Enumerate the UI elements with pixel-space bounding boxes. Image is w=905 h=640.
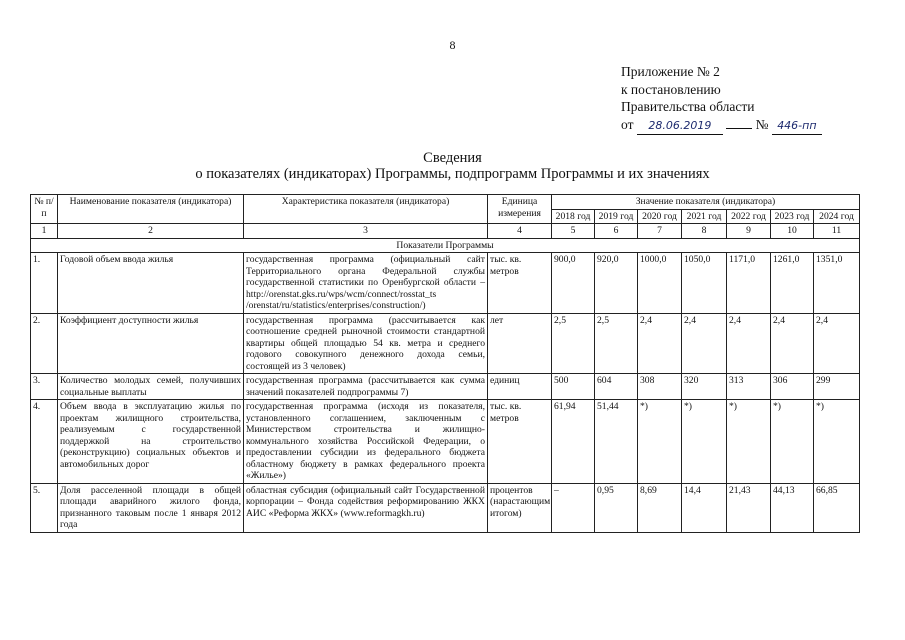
table-row: [31, 483, 860, 532]
row-value: 21,43: [727, 483, 771, 532]
header-year: 2018 год: [552, 209, 595, 224]
document-title: Сведения: [423, 150, 482, 166]
table-row: [31, 374, 860, 400]
header-year: 2024 год: [814, 209, 860, 224]
row-value: 0,95: [595, 483, 638, 532]
table-header-row: [31, 195, 860, 210]
column-number: 11: [814, 224, 860, 239]
row-value: 313: [727, 374, 771, 400]
row-unit: тыс. кв. метров: [488, 253, 552, 314]
section-title: Показатели Программы: [31, 238, 860, 253]
row-value: 2,5: [552, 313, 595, 374]
row-value: 8,69: [638, 483, 682, 532]
number-prefix: №: [755, 116, 769, 132]
row-name: Доля расселенной площади в общей площади аварийного жилого фонда, признанного таковым после 1 января 2012 года: [58, 483, 244, 532]
row-value: 66,85: [814, 483, 860, 532]
row-num: 5.: [31, 483, 58, 532]
column-number: 6: [595, 224, 638, 239]
row-name: Годовой объем ввода жилья: [58, 253, 244, 314]
row-num: 2.: [31, 313, 58, 374]
header-year: 2020 год: [638, 209, 682, 224]
row-value: 1351,0: [814, 253, 860, 314]
row-value: *): [682, 400, 727, 484]
row-unit: процентов (нарастающим итогом): [488, 483, 552, 532]
column-number: 3: [244, 224, 488, 239]
header-year: 2023 год: [771, 209, 814, 224]
row-value: 900,0: [552, 253, 595, 314]
column-number: 4: [488, 224, 552, 239]
row-value: 2,5: [595, 313, 638, 374]
header-name: Наименование показателя (индикатора): [58, 195, 244, 224]
row-value: *): [638, 400, 682, 484]
column-number: 10: [771, 224, 814, 239]
row-value: *): [727, 400, 771, 484]
section-row: [31, 238, 860, 253]
row-value: *): [814, 400, 860, 484]
row-num: 4.: [31, 400, 58, 484]
date-underline-tail: [726, 128, 752, 129]
row-name: Количество молодых семей, получивших социальные выплаты: [58, 374, 244, 400]
header-num: № п/п: [31, 195, 58, 224]
document-subtitle: о показателях (индикаторах) Программы, подпрограмм Программы и их значениях: [195, 166, 710, 182]
appendix-date-line: [621, 116, 822, 136]
row-value: 604: [595, 374, 638, 400]
row-characteristic: государственная программа (официальный сайт Территориального органа Федеральной службы государственной статистики по Оренбургской области – http://orenstat.gks.ru/wps/wcm/connect/rosstat_ts /orenstat/ru/statistics/enterprises/construction/): [244, 253, 488, 314]
indicators-table: [30, 194, 860, 533]
row-value: 2,4: [682, 313, 727, 374]
row-value: 2,4: [771, 313, 814, 374]
date-value: 28.06.2019: [648, 118, 712, 132]
row-num: 3.: [31, 374, 58, 400]
header-year: 2022 год: [727, 209, 771, 224]
column-number-row: [31, 224, 860, 239]
row-value: 306: [771, 374, 814, 400]
row-value: *): [771, 400, 814, 484]
row-unit: тыс. кв. метров: [488, 400, 552, 484]
table-row: [31, 253, 860, 314]
column-number: 2: [58, 224, 244, 239]
appendix-block: [621, 63, 822, 135]
header-year: 2021 год: [682, 209, 727, 224]
row-value: 61,94: [552, 400, 595, 484]
row-name: Коэффициент доступности жилья: [58, 313, 244, 374]
row-unit: единиц: [488, 374, 552, 400]
row-value: 14,4: [682, 483, 727, 532]
row-value: 1000,0: [638, 253, 682, 314]
header-value-group: Значение показателя (индикатора): [552, 195, 860, 210]
row-characteristic: государственная программа (исходя из показателя, установленного соглашением, заключенным с Министерством строительства и жилищно-коммунального хозяйства Российской Федерации, о предоставлении субсидии из федерального бюджета областному бюджету в рамках федерального проекта «Жилье»): [244, 400, 488, 484]
column-number: 9: [727, 224, 771, 239]
appendix-line-1: Приложение № 2: [621, 64, 720, 79]
row-name: Объем ввода в эксплуатацию жилья по проектам жилищного строительства, реализуемым с государственной поддержкой на строительство (реконструкцию) социальных объектов и автомобильных дорог: [58, 400, 244, 484]
row-value: 2,4: [727, 313, 771, 374]
row-characteristic: государственная программа (рассчитывается как соотношение средней рыночной стоимости стандартной квартиры общей площадью 54 кв. метра и среднего годового совокупного денежного дохода семьи, состоящей из 3 человек): [244, 313, 488, 374]
row-value: 51,44: [595, 400, 638, 484]
header-year: 2019 год: [595, 209, 638, 224]
row-value: 920,0: [595, 253, 638, 314]
row-value: 308: [638, 374, 682, 400]
column-number: 8: [682, 224, 727, 239]
column-number: 7: [638, 224, 682, 239]
row-unit: лет: [488, 313, 552, 374]
row-num: 1.: [31, 253, 58, 314]
row-value: 500: [552, 374, 595, 400]
row-value: 2,4: [814, 313, 860, 374]
table-row: [31, 313, 860, 374]
row-value: 2,4: [638, 313, 682, 374]
column-number: 1: [31, 224, 58, 239]
row-value: 1050,0: [682, 253, 727, 314]
appendix-line-2: к постановлению: [621, 81, 721, 97]
row-value: –: [552, 483, 595, 532]
row-value: 1171,0: [727, 253, 771, 314]
number-value: 446-пп: [777, 118, 817, 132]
date-prefix: от: [621, 116, 634, 132]
header-unit: Единица измерения: [488, 195, 552, 224]
appendix-line-3: Правительства области: [621, 99, 755, 114]
row-value: 1261,0: [771, 253, 814, 314]
row-characteristic: государственная программа (рассчитывается как сумма значений показателей подпрограммы 7): [244, 374, 488, 400]
row-value: 299: [814, 374, 860, 400]
row-value: 44,13: [771, 483, 814, 532]
header-characteristic: Характеристика показателя (индикатора): [244, 195, 488, 224]
table-row: [31, 400, 860, 484]
number-value-underline: [772, 116, 822, 136]
row-characteristic: областная субсидия (официальный сайт Государственной корпорации – Фонда содействия реформированию ЖКХ АИС «Реформа ЖКХ» (www.reformagkh.ru): [244, 483, 488, 532]
row-value: 320: [682, 374, 727, 400]
column-number: 5: [552, 224, 595, 239]
page-number: 8: [449, 38, 456, 52]
date-value-underline: [637, 116, 723, 136]
